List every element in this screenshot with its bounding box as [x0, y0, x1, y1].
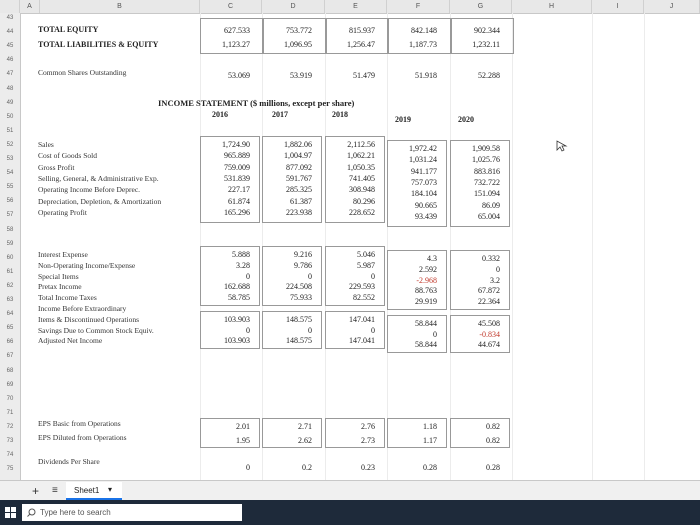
year-2020: 2020 — [458, 115, 474, 124]
value-cell[interactable]: 148.575 — [286, 336, 312, 346]
select-all-corner[interactable] — [0, 0, 20, 13]
column-header-j[interactable]: J — [644, 0, 700, 13]
value-cell[interactable]: 2.592 — [419, 264, 437, 274]
grid-line — [387, 13, 388, 480]
grid-line — [512, 13, 513, 480]
value-cell[interactable]: 0 — [308, 271, 312, 281]
line-item-label: Sales — [38, 140, 54, 149]
total-liab-2018[interactable]: 1,256.47 — [347, 40, 375, 49]
row-number[interactable]: 66 — [6, 339, 14, 346]
chevron-down-icon[interactable]: ▾ — [108, 485, 113, 494]
value-cell[interactable]: 1,062.21 — [347, 151, 375, 161]
value-box — [450, 140, 510, 227]
value-cell[interactable]: 93.439 — [415, 211, 437, 221]
line-item-label: EPS Basic from Operations — [38, 419, 121, 428]
value-box — [200, 246, 260, 306]
line-item-label: Items & Discontinued Operations — [38, 314, 140, 324]
column-header-b[interactable]: B — [40, 0, 200, 13]
value-cell[interactable]: 531.839 — [224, 173, 250, 183]
value-box — [387, 250, 447, 310]
total-equity-2018[interactable]: 815.937 — [349, 26, 375, 35]
value-cell[interactable]: 1,724.90 — [222, 140, 250, 149]
value-cell[interactable]: 9.216 — [294, 250, 312, 259]
line-item-label: Pretax Income — [38, 282, 82, 292]
value-box — [200, 418, 260, 448]
value-cell[interactable]: 147.041 — [349, 336, 375, 346]
value-cell[interactable]: -2.968 — [416, 275, 437, 285]
value-cell[interactable]: 2.62 — [298, 436, 312, 445]
value-box — [450, 418, 510, 448]
income-statement-title: INCOME STATEMENT ($ millions, except per share) — [158, 98, 355, 108]
row-number[interactable]: 50 — [6, 113, 14, 120]
column-header-bar — [0, 0, 700, 14]
value-cell[interactable]: 162.688 — [224, 282, 250, 292]
grid-line — [592, 13, 593, 480]
value-cell[interactable]: 5.987 — [357, 260, 375, 270]
value-cell[interactable]: 2.71 — [298, 422, 312, 431]
line-item-label: Cost of Goods Sold — [38, 151, 97, 161]
value-cell[interactable]: 227.17 — [228, 185, 250, 195]
value-cell[interactable]: 2.01 — [236, 422, 250, 431]
value-cell[interactable]: 75.933 — [290, 293, 312, 303]
value-cell[interactable]: 757.073 — [411, 177, 437, 187]
value-cell[interactable]: -0.834 — [479, 329, 500, 339]
shares-2019[interactable]: 51.918 — [415, 71, 437, 80]
all-sheets-button[interactable]: ≡ — [52, 485, 58, 496]
column-header-c[interactable]: C — [200, 0, 262, 13]
shares-2018[interactable]: 51.479 — [353, 71, 375, 80]
value-cell[interactable]: 228.652 — [349, 207, 375, 217]
value-box — [450, 315, 510, 353]
row-number[interactable]: 49 — [6, 99, 14, 106]
row-number[interactable]: 44 — [6, 29, 14, 36]
value-box — [387, 418, 447, 448]
search-placeholder: Type here to search — [40, 508, 111, 517]
row-number[interactable]: 58 — [6, 226, 14, 233]
row-number[interactable]: 56 — [6, 198, 14, 205]
value-cell[interactable]: 229.593 — [349, 282, 375, 292]
value-cell[interactable]: 0.28 — [423, 463, 437, 472]
value-cell[interactable]: 877.092 — [286, 162, 312, 172]
value-cell[interactable]: 0.28 — [486, 463, 500, 472]
column-header-e[interactable]: E — [325, 0, 387, 13]
row-number[interactable]: 43 — [6, 15, 14, 21]
line-item-label: Adjusted Net Income — [38, 336, 103, 346]
shares-2016[interactable]: 53.069 — [228, 71, 250, 80]
row-number[interactable]: 69 — [6, 381, 14, 388]
row-number[interactable]: 73 — [6, 438, 14, 444]
row-number[interactable]: 59 — [6, 240, 14, 247]
line-item-label: Savings Due to Common Stock Equiv. — [38, 325, 154, 335]
row-number[interactable]: 57 — [6, 212, 14, 219]
column-header-i[interactable]: I — [592, 0, 644, 13]
value-cell[interactable]: 0 — [496, 264, 500, 274]
value-cell[interactable]: 61.874 — [228, 196, 250, 206]
value-box — [325, 311, 385, 349]
row-number[interactable]: 61 — [6, 268, 14, 275]
shares-2020[interactable]: 52.288 — [478, 71, 500, 80]
total-liabilities-equity-label: TOTAL LIABILITIES & EQUITY — [38, 40, 159, 49]
row-number[interactable]: 65 — [6, 325, 14, 332]
value-cell[interactable]: 0 — [246, 325, 250, 335]
value-cell[interactable]: 67.872 — [478, 286, 500, 296]
value-cell[interactable]: 2.73 — [361, 436, 375, 445]
row-number[interactable]: 70 — [6, 395, 14, 402]
row-number[interactable]: 55 — [6, 184, 14, 191]
row-number[interactable]: 75 — [6, 466, 14, 473]
value-cell[interactable]: 184.104 — [411, 189, 437, 199]
total-equity-2019[interactable]: 842.148 — [411, 26, 437, 35]
row-number[interactable]: 46 — [6, 57, 14, 64]
value-cell[interactable]: 65.004 — [478, 211, 500, 221]
value-cell[interactable]: 1,050.35 — [347, 162, 375, 172]
year-2018: 2018 — [332, 110, 348, 119]
line-item-label: Non-Operating Income/Expense — [38, 260, 136, 270]
value-cell[interactable]: 1.18 — [423, 422, 437, 431]
row-number[interactable]: 64 — [6, 311, 14, 318]
row-number[interactable]: 45 — [6, 43, 14, 50]
row-number[interactable]: 51 — [6, 127, 14, 134]
row-header-bar — [0, 13, 21, 480]
line-item-label: EPS Diluted from Operations — [38, 433, 127, 442]
value-cell[interactable]: 80.296 — [353, 196, 375, 206]
shares-outstanding-label: Common Shares Outstanding — [38, 68, 127, 77]
line-item-label: Gross Profit — [38, 162, 75, 172]
value-cell[interactable]: 0 — [371, 325, 375, 335]
value-cell[interactable]: 103.903 — [224, 336, 250, 346]
value-cell[interactable]: 0 — [371, 271, 375, 281]
line-item-label: Special Items — [38, 271, 79, 281]
value-box — [325, 136, 385, 223]
value-cell[interactable]: 0.82 — [486, 436, 500, 445]
row-number[interactable]: 62 — [6, 282, 14, 289]
value-cell[interactable]: 1,004.97 — [284, 151, 312, 161]
windows-taskbar — [0, 500, 700, 525]
value-cell[interactable]: 88.763 — [415, 286, 437, 296]
value-cell[interactable]: 1,972.42 — [409, 144, 437, 153]
value-cell[interactable]: 223.938 — [286, 207, 312, 217]
total-equity-2016[interactable]: 627.533 — [224, 26, 250, 35]
line-item-label: Operating Income Before Deprec. — [38, 185, 141, 195]
value-cell[interactable]: 883.816 — [474, 166, 500, 176]
value-cell[interactable]: 2.76 — [361, 422, 375, 431]
grid-line — [450, 13, 451, 480]
column-header-a[interactable]: A — [20, 0, 40, 13]
row-number[interactable]: 71 — [6, 409, 14, 416]
sheet-tab-sheet1[interactable] — [66, 482, 122, 500]
value-cell[interactable]: 759.009 — [224, 162, 250, 172]
total-equity-2020[interactable]: 902.344 — [474, 26, 500, 35]
value-box — [262, 136, 322, 223]
value-cell[interactable]: 4.3 — [427, 254, 437, 263]
value-cell[interactable]: 0 — [246, 463, 250, 472]
value-cell[interactable]: 1,909.58 — [472, 144, 500, 153]
column-header-h[interactable]: H — [512, 0, 592, 13]
total-liab-2020[interactable]: 1,232.11 — [472, 40, 500, 49]
value-cell[interactable]: 1.95 — [236, 436, 250, 445]
value-box — [325, 246, 385, 306]
row-number[interactable]: 47 — [6, 71, 14, 78]
row-number[interactable]: 60 — [6, 254, 14, 261]
add-sheet-button[interactable]: + — [32, 484, 40, 498]
value-cell[interactable]: 58.844 — [415, 340, 437, 350]
value-box — [325, 418, 385, 448]
value-box — [387, 140, 447, 227]
value-cell[interactable]: 591.767 — [286, 173, 312, 183]
row-number[interactable]: 48 — [6, 85, 14, 92]
value-cell[interactable]: 165.296 — [224, 207, 250, 217]
value-cell[interactable]: 148.575 — [286, 314, 312, 324]
value-cell[interactable]: 61.387 — [290, 196, 312, 206]
row-number[interactable]: 52 — [6, 141, 14, 148]
value-cell[interactable]: 90.665 — [415, 200, 437, 210]
taskbar-search-box[interactable] — [22, 504, 242, 521]
value-cell[interactable]: 103.903 — [224, 314, 250, 324]
line-item-label: Interest Expense — [38, 250, 88, 259]
value-cell[interactable]: 147.041 — [349, 314, 375, 324]
value-cell[interactable]: 22.364 — [478, 297, 500, 307]
row-number[interactable]: 54 — [6, 170, 14, 177]
row-number[interactable]: 53 — [6, 156, 14, 162]
value-box — [450, 250, 510, 310]
value-cell[interactable]: 58.785 — [228, 293, 250, 303]
value-cell[interactable]: 224.508 — [286, 282, 312, 292]
year-2016: 2016 — [212, 110, 228, 119]
value-cell[interactable]: 941.177 — [411, 166, 437, 176]
grid-line — [644, 13, 645, 480]
line-item-label: Depreciation, Depletion, & Amortization — [38, 196, 162, 206]
value-box — [262, 311, 322, 349]
value-cell[interactable]: 3.28 — [236, 260, 250, 270]
value-cell[interactable]: 0.82 — [486, 422, 500, 431]
year-2019: 2019 — [395, 115, 411, 124]
sheet-tab-bar — [0, 480, 700, 501]
mouse-pointer-icon — [556, 140, 568, 152]
total-liab-2019[interactable]: 1,187.73 — [409, 40, 437, 49]
value-cell[interactable]: 1.17 — [423, 436, 437, 445]
line-item-label: Income Before Extraordinary — [38, 304, 127, 313]
value-cell[interactable]: 86.09 — [482, 200, 500, 210]
total-liab-2016[interactable]: 1,123.27 — [222, 40, 250, 49]
windows-start-icon[interactable] — [5, 507, 16, 518]
value-cell[interactable]: 0 — [433, 329, 437, 339]
column-header-d[interactable]: D — [262, 0, 325, 13]
value-box — [200, 311, 260, 349]
line-item-label: Total Income Taxes — [38, 293, 97, 303]
value-cell[interactable]: 1,025.76 — [472, 155, 500, 165]
year-2017: 2017 — [272, 110, 288, 119]
value-cell[interactable]: 58.844 — [415, 318, 437, 328]
value-cell[interactable]: 0 — [308, 325, 312, 335]
sheet-tab-label: Sheet1 — [74, 486, 100, 495]
line-item-label: Operating Profit — [38, 207, 87, 217]
value-cell[interactable]: 741.405 — [349, 173, 375, 183]
column-header-f[interactable]: F — [387, 0, 450, 13]
line-item-label: Selling, General, & Administrative Exp. — [38, 173, 159, 183]
value-cell[interactable]: 82.552 — [353, 293, 375, 303]
row-number[interactable]: 63 — [6, 297, 14, 303]
value-cell[interactable]: 5.046 — [357, 250, 375, 259]
total-equity-label: TOTAL EQUITY — [38, 25, 99, 34]
value-cell[interactable]: 45.508 — [478, 318, 500, 328]
value-cell[interactable]: 1,882.06 — [284, 140, 312, 149]
value-cell[interactable]: 285.325 — [286, 185, 312, 195]
value-cell[interactable]: 0.2 — [302, 463, 312, 472]
value-cell[interactable]: 732.722 — [474, 177, 500, 187]
value-cell[interactable]: 5.888 — [232, 250, 250, 259]
row-number[interactable]: 74 — [6, 452, 14, 459]
value-cell[interactable]: 9.786 — [294, 260, 312, 270]
row-number[interactable]: 72 — [6, 423, 14, 430]
value-box — [262, 246, 322, 306]
dividends-label: Dividends Per Share — [38, 457, 100, 466]
value-cell[interactable]: 0 — [246, 271, 250, 281]
row-number[interactable]: 68 — [6, 367, 14, 374]
value-cell[interactable]: 44.674 — [478, 340, 500, 350]
row-number[interactable]: 67 — [6, 353, 14, 360]
column-header-g[interactable]: G — [450, 0, 512, 13]
value-cell[interactable]: 0.23 — [361, 463, 375, 472]
total-liab-2017[interactable]: 1,096.95 — [284, 40, 312, 49]
value-box — [262, 418, 322, 448]
value-box — [200, 136, 260, 223]
total-equity-2017[interactable]: 753.772 — [286, 26, 312, 35]
search-icon — [27, 508, 36, 517]
value-cell[interactable]: 29.919 — [415, 297, 437, 307]
value-cell[interactable]: 308.948 — [349, 185, 375, 195]
value-cell[interactable]: 965.889 — [224, 151, 250, 161]
shares-2017[interactable]: 53.919 — [290, 71, 312, 80]
value-cell[interactable]: 151.094 — [474, 189, 500, 199]
value-box — [387, 315, 447, 353]
value-cell[interactable]: 3.2 — [490, 275, 500, 285]
value-cell[interactable]: 2,112.56 — [347, 140, 375, 149]
value-cell[interactable]: 1,031.24 — [409, 155, 437, 165]
value-cell[interactable]: 0.332 — [482, 254, 500, 263]
